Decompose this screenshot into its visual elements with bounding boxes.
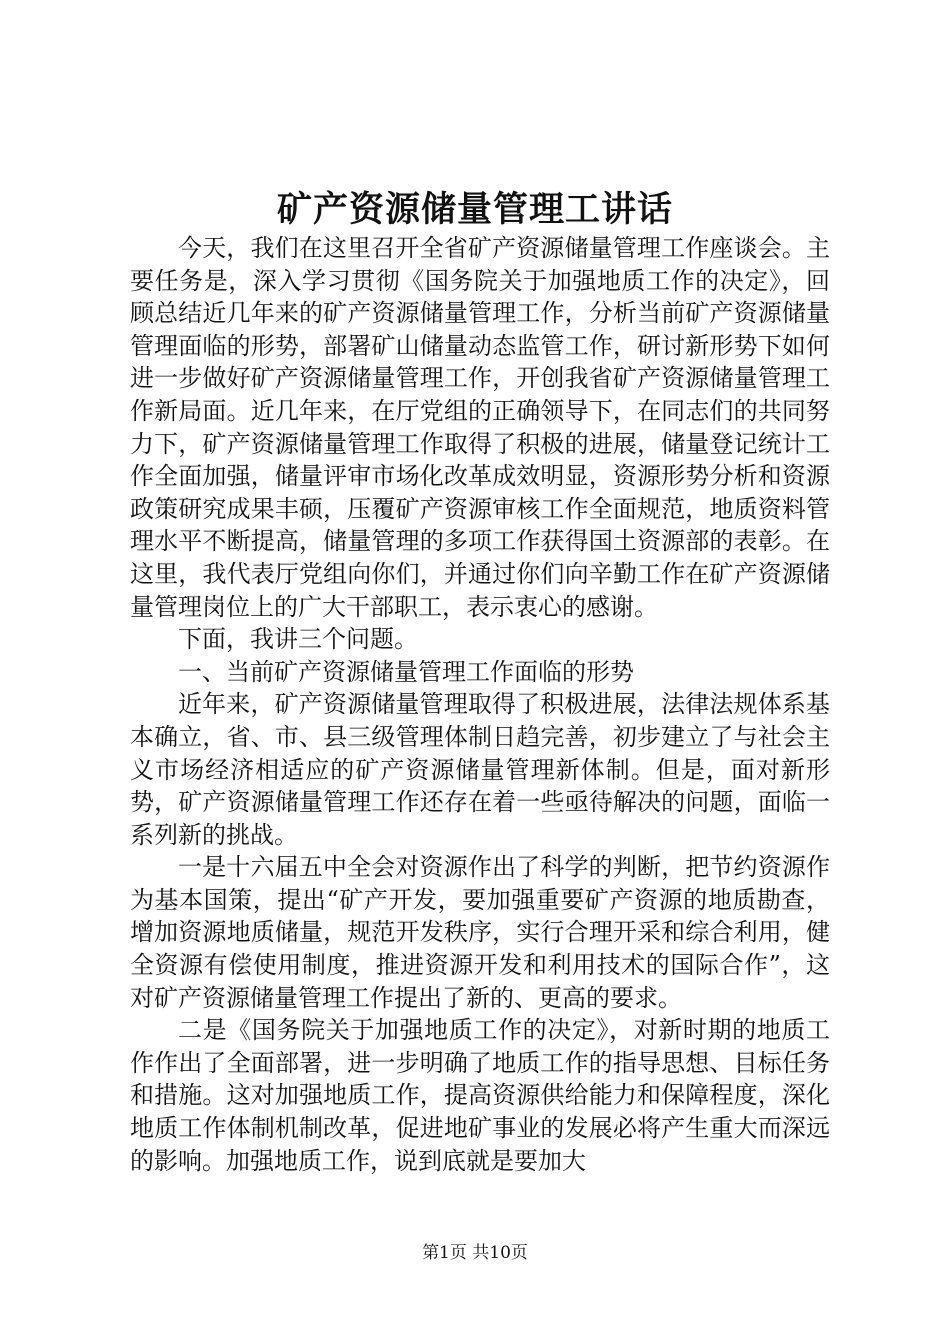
paragraph-point-two: 二是《国务院关于加强地质工作的决定》，对新时期的地质工作作出了全面部署，进一步明确了地质工作的指导思想、目标任务和措施。这对加强地质工作，提高资源供给能力和保障程度，深化地质工作体制机制改革，促进地矿事业的发展必将产生重大而深远的影响。加强地质工作，说到底就是要加大: [130, 1016, 830, 1175]
paragraph-point-one: 一是十六届五中全会对资源作出了科学的判断，把节约资源作为基本国策，提出“矿产开发，要加强重要矿产资源的地质勘查，增加资源地质储量，规范开发秩序，实行合理开采和综合利用，健全资源有偿使用制度，推进资源开发和利用技术的国际合作”，这对矿产资源储量管理工作提出了新的、更高的要求。: [130, 853, 830, 1012]
document-body: [130, 232, 830, 1177]
paragraph-recent-progress: 近年来，矿产资源储量管理取得了积极进展，法律法规体系基本确立，省、市、县三级管理体制日趋完善，初步建立了与社会主义市场经济相适应的矿产资源储量管理新体制。但是，面对新形势，矿产资源储量管理工作还存在着一些亟待解决的问题，面临一系列新的挑战。: [130, 690, 830, 849]
document-title: 矿产资源储量管理工讲话: [276, 189, 673, 230]
section-heading-situation: 一、当前矿产资源储量管理工作面临的形势: [178, 657, 634, 686]
paragraph-intro: 今天，我们在这里召开全省矿产资源储量管理工作座谈会。主要任务是，深入学习贯彻《国务院关于加强地质工作的决定》，回顾总结近几年来的矿产资源储量管理工作，分析当前矿产资源储量管理面临的形势，部署矿山储量动态监管工作，研讨新形势下如何进一步做好矿产资源储量管理工作，开创我省矿产资源储量管理工作新局面。近几年来，在厅党组的正确领导下，在同志们的共同努力下，矿产资源储量管理工作取得了积极的进展，储量登记统计工作全面加强，储量评审市场化改革成效明显，资源形势分析和资源政策研究成果丰硕，压覆矿产资源审核工作全面规范，地质资料管理水平不断提高，储量管理的多项工作获得国土资源部的表彰。在这里，我代表厅党组向你们，并通过你们向辛勤工作在矿产资源储量管理岗位上的广大干部职工，表示衷心的感谢。: [130, 234, 830, 621]
page-number-footer: 第1页 共10页: [422, 1243, 528, 1263]
paragraph-three-issues: 下面，我讲三个问题。: [178, 625, 418, 654]
